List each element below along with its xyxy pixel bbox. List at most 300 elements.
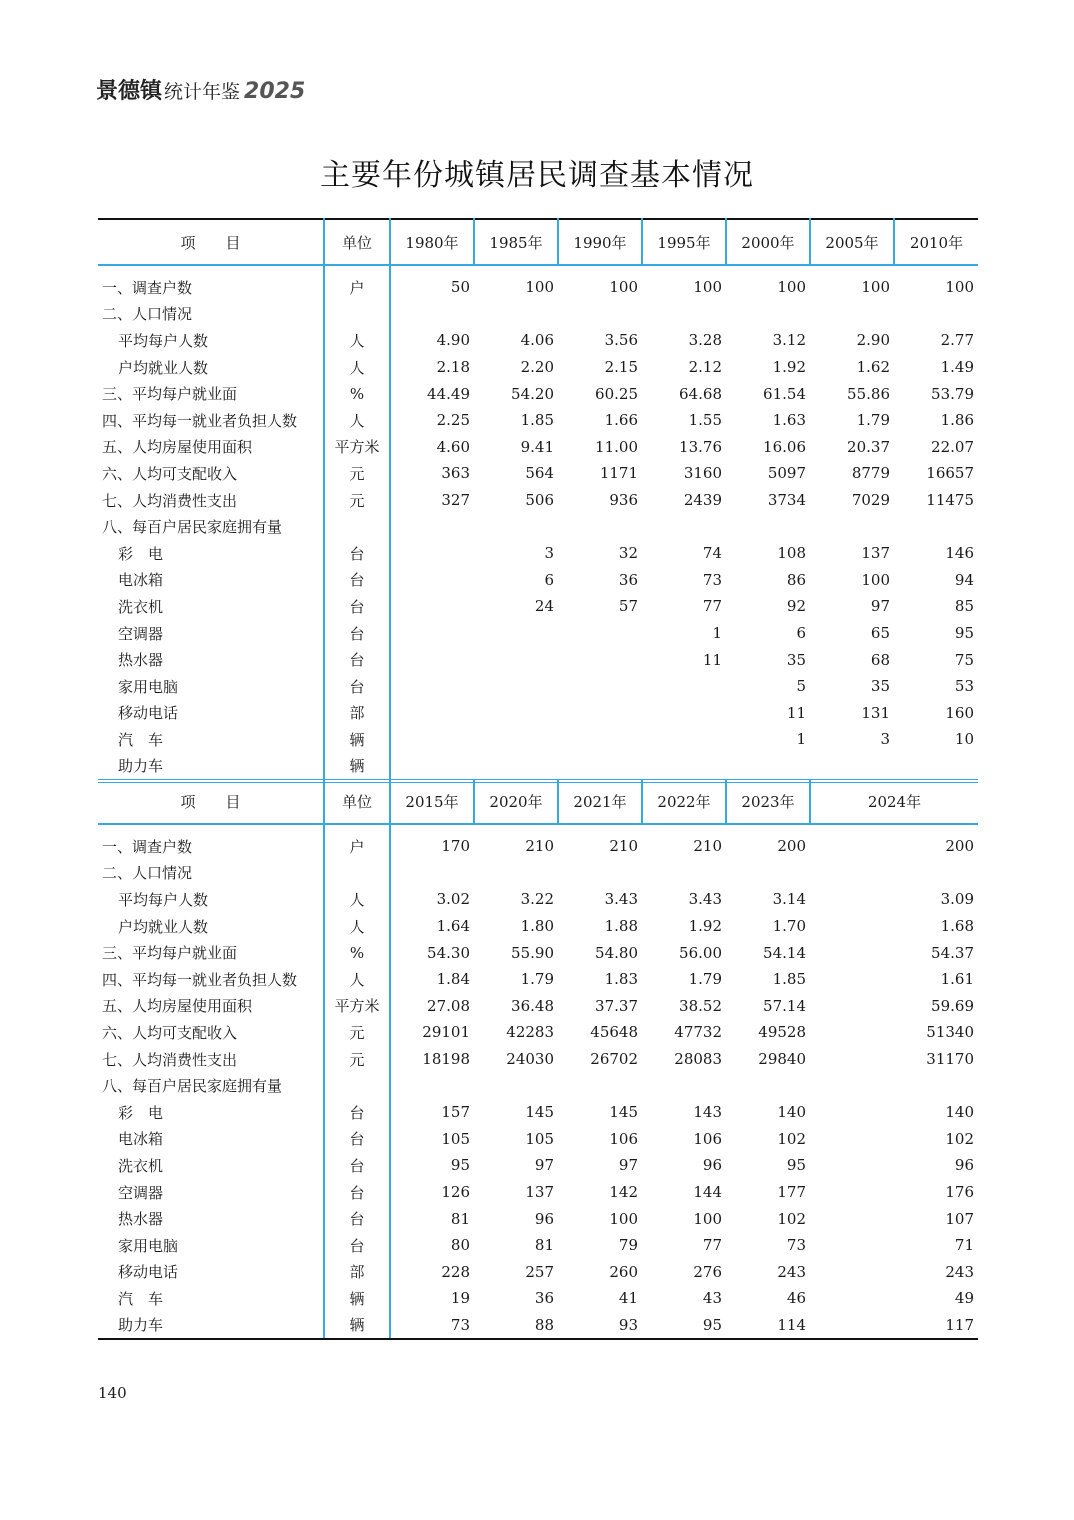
table-row bbox=[98, 407, 978, 434]
data-cell bbox=[642, 700, 726, 727]
data-cell bbox=[810, 301, 894, 328]
data-cell: 73 bbox=[702, 570, 722, 589]
data-cell: 29101 bbox=[390, 1019, 474, 1046]
table2-header-row bbox=[98, 779, 978, 824]
data-cell: 506 bbox=[525, 491, 554, 510]
data-cell: 5097 bbox=[767, 464, 806, 483]
data-cell bbox=[558, 860, 642, 887]
data-cell: 26702 bbox=[590, 1050, 638, 1069]
data-cell: 35 bbox=[870, 677, 890, 696]
data-cell: 24 bbox=[534, 597, 554, 616]
row-item-label: 空调器 bbox=[118, 624, 164, 643]
data-cell: 43 bbox=[702, 1289, 722, 1308]
data-cell: 68 bbox=[870, 650, 890, 669]
row-item-label: 四、平均每一就业者负担人数 bbox=[102, 411, 298, 430]
row-unit: 台 bbox=[324, 1099, 390, 1126]
data-cell: 31170 bbox=[926, 1050, 974, 1069]
table-row bbox=[98, 966, 978, 993]
running-head-year: 2025 bbox=[244, 79, 306, 104]
data-cell: 1.55 bbox=[688, 411, 722, 430]
data-cell: 106 bbox=[693, 1129, 722, 1148]
data-cell bbox=[474, 1072, 558, 1099]
row-item-label: 热水器 bbox=[118, 1210, 164, 1229]
data-cell: 1.85 bbox=[520, 411, 554, 430]
row-item-label: 八、每百户居民家庭拥有量 bbox=[102, 518, 283, 537]
data-cell: 200 bbox=[777, 837, 806, 856]
row-unit: 台 bbox=[324, 540, 390, 567]
row-unit: 平方米 bbox=[324, 993, 390, 1020]
data-cell: 243 bbox=[777, 1262, 806, 1281]
data-cell: 1.92 bbox=[688, 917, 722, 936]
data-cell: 1 bbox=[796, 730, 806, 749]
data-cell: 11.00 bbox=[595, 437, 638, 456]
row-item-label: 六、人均可支配收入 bbox=[102, 464, 238, 483]
row-unit: 辆 bbox=[324, 726, 390, 753]
data-cell: 102 bbox=[945, 1129, 974, 1148]
table-row bbox=[98, 1072, 978, 1099]
data-cell: 94 bbox=[954, 570, 974, 589]
data-cell: 1.62 bbox=[856, 358, 890, 377]
row-item-label: 电冰箱 bbox=[118, 1130, 164, 1149]
page-number: 140 bbox=[98, 1384, 127, 1402]
data-cell: 65 bbox=[870, 624, 890, 643]
table-row bbox=[98, 1046, 978, 1073]
data-cell: 143 bbox=[693, 1103, 722, 1122]
data-cell: 1.79 bbox=[856, 411, 890, 430]
data-cell: 2.12 bbox=[688, 358, 722, 377]
data-cell bbox=[390, 646, 474, 673]
data-cell bbox=[558, 646, 642, 673]
row-item-label: 热水器 bbox=[118, 651, 164, 670]
data-cell bbox=[390, 620, 474, 647]
row-item-label: 汽 车 bbox=[118, 1289, 164, 1308]
data-cell: 10 bbox=[954, 730, 974, 749]
table-row bbox=[98, 1285, 978, 1312]
data-cell: 100 bbox=[693, 278, 722, 297]
data-cell bbox=[894, 301, 978, 328]
table-row bbox=[98, 753, 978, 782]
data-cell bbox=[558, 726, 642, 753]
row-item-label: 助力车 bbox=[98, 1312, 324, 1340]
data-cell bbox=[810, 513, 894, 540]
data-cell bbox=[810, 753, 894, 782]
table-row bbox=[98, 993, 978, 1020]
data-cell bbox=[810, 1072, 978, 1099]
row-unit: 台 bbox=[324, 646, 390, 673]
data-cell: 3.56 bbox=[604, 331, 638, 350]
data-cell: 95 bbox=[954, 624, 974, 643]
data-cell: 1.70 bbox=[772, 917, 806, 936]
data-cell: 3.12 bbox=[772, 331, 806, 350]
data-cell: 1.84 bbox=[390, 966, 474, 993]
data-cell: 1.64 bbox=[390, 913, 474, 940]
table-row bbox=[98, 1152, 978, 1179]
data-cell: 53 bbox=[954, 677, 974, 696]
row-unit: 元 bbox=[324, 1046, 390, 1073]
data-cell: 102 bbox=[777, 1129, 806, 1148]
data-cell bbox=[726, 1072, 810, 1099]
column-header-item: 项 目 bbox=[98, 219, 324, 265]
column-header-year: 1980年 bbox=[390, 219, 474, 265]
data-cell: 1.92 bbox=[772, 358, 806, 377]
data-cell bbox=[474, 726, 558, 753]
data-cell: 27.08 bbox=[390, 993, 474, 1020]
data-cell: 29840 bbox=[758, 1050, 806, 1069]
row-item-label: 七、人均消费性支出 bbox=[102, 1050, 238, 1069]
row-item-label: 家用电脑 bbox=[118, 677, 179, 696]
table-row bbox=[98, 1099, 978, 1126]
data-cell: 105 bbox=[525, 1129, 554, 1148]
table-row bbox=[98, 513, 978, 540]
row-item-label: 三、平均每户就业面 bbox=[102, 944, 238, 963]
data-cell: 1.66 bbox=[604, 411, 638, 430]
data-cell: 2.15 bbox=[604, 358, 638, 377]
table-row bbox=[98, 1205, 978, 1232]
spacer-row bbox=[98, 265, 978, 274]
data-cell: 22.07 bbox=[931, 437, 974, 456]
row-unit bbox=[324, 860, 390, 887]
row-unit: % bbox=[324, 939, 390, 966]
row-unit: 元 bbox=[324, 460, 390, 487]
row-item-label: 一、调查户数 bbox=[102, 837, 193, 856]
table-row bbox=[98, 886, 978, 913]
row-item-label: 二、人口情况 bbox=[102, 305, 193, 324]
data-cell: 88 bbox=[474, 1312, 558, 1340]
data-cell: 18198 bbox=[390, 1046, 474, 1073]
data-cell bbox=[894, 513, 978, 540]
data-cell: 100 bbox=[609, 278, 638, 297]
data-cell: 59.69 bbox=[931, 996, 974, 1015]
data-cell: 117 bbox=[810, 1312, 978, 1340]
data-cell: 51340 bbox=[926, 1023, 974, 1042]
data-cell bbox=[390, 726, 474, 753]
data-cell: 41 bbox=[618, 1289, 638, 1308]
row-unit: 台 bbox=[324, 1126, 390, 1153]
data-cell: 1.49 bbox=[940, 358, 974, 377]
data-cell: 1.79 bbox=[520, 970, 554, 989]
row-item-label: 户均就业人数 bbox=[118, 358, 209, 377]
row-item-label: 八、每百户居民家庭拥有量 bbox=[102, 1077, 283, 1096]
table-row bbox=[98, 327, 978, 354]
data-cell bbox=[726, 753, 810, 782]
data-cell: 32 bbox=[618, 544, 638, 563]
data-cell: 79 bbox=[618, 1236, 638, 1255]
data-cell bbox=[474, 860, 558, 887]
table-row bbox=[98, 460, 978, 487]
data-cell: 137 bbox=[861, 544, 890, 563]
data-cell: 3.28 bbox=[688, 331, 722, 350]
data-cell: 77 bbox=[702, 1236, 722, 1255]
data-cell: 95 bbox=[390, 1152, 474, 1179]
data-cell: 2.20 bbox=[520, 358, 554, 377]
data-cell: 3 bbox=[544, 544, 554, 563]
data-cell: 36 bbox=[534, 1289, 554, 1308]
data-cell: 131 bbox=[861, 703, 890, 722]
data-cell: 53.79 bbox=[931, 384, 974, 403]
data-cell: 44.49 bbox=[390, 380, 474, 407]
data-cell: 19 bbox=[390, 1285, 474, 1312]
data-cell bbox=[642, 1072, 726, 1099]
data-cell bbox=[390, 700, 474, 727]
data-cell: 137 bbox=[525, 1183, 554, 1202]
data-cell bbox=[558, 301, 642, 328]
row-unit: 平方米 bbox=[324, 434, 390, 461]
page-title: 主要年份城镇居民调查基本情况 bbox=[320, 158, 754, 193]
row-unit: 人 bbox=[324, 966, 390, 993]
data-cell bbox=[642, 753, 726, 782]
data-cell: 49 bbox=[954, 1289, 974, 1308]
data-cell: 8779 bbox=[851, 464, 890, 483]
table-row bbox=[98, 1019, 978, 1046]
data-cell: 1.61 bbox=[940, 970, 974, 989]
data-cell: 126 bbox=[390, 1179, 474, 1206]
table-row bbox=[98, 354, 978, 381]
data-cell: 81 bbox=[390, 1205, 474, 1232]
row-unit: 台 bbox=[324, 1152, 390, 1179]
data-cell: 1.68 bbox=[940, 917, 974, 936]
row-unit: 台 bbox=[324, 1179, 390, 1206]
data-cell: 95 bbox=[642, 1312, 726, 1340]
data-cell: 257 bbox=[525, 1262, 554, 1281]
data-cell: 3 bbox=[880, 730, 890, 749]
data-cell: 105 bbox=[390, 1126, 474, 1153]
row-unit: 人 bbox=[324, 327, 390, 354]
data-cell: 1171 bbox=[599, 464, 638, 483]
data-cell: 37.37 bbox=[595, 996, 638, 1015]
spacer-row bbox=[98, 824, 978, 833]
column-header-year: 2015年 bbox=[390, 779, 474, 824]
table-row bbox=[98, 593, 978, 620]
row-item-label: 七、人均消费性支出 bbox=[102, 491, 238, 510]
data-cell: 3.09 bbox=[940, 890, 974, 909]
data-cell: 86 bbox=[786, 570, 806, 589]
row-unit: 台 bbox=[324, 1205, 390, 1232]
data-cell: 73 bbox=[786, 1236, 806, 1255]
row-unit: 部 bbox=[324, 1259, 390, 1286]
data-cell: 327 bbox=[390, 487, 474, 514]
row-unit: 台 bbox=[324, 1232, 390, 1259]
table-row bbox=[98, 700, 978, 727]
row-item-label: 空调器 bbox=[118, 1183, 164, 1202]
column-header-year: 2023年 bbox=[726, 779, 810, 824]
data-cell: 100 bbox=[525, 278, 554, 297]
data-cell: 3734 bbox=[767, 491, 806, 510]
data-cell: 243 bbox=[945, 1262, 974, 1281]
column-header-year: 2010年 bbox=[894, 219, 978, 265]
row-item-label: 移动电话 bbox=[118, 704, 179, 723]
running-head bbox=[96, 74, 305, 104]
data-cell: 46 bbox=[786, 1289, 806, 1308]
table-row bbox=[98, 1312, 978, 1340]
table-row bbox=[98, 274, 978, 301]
data-cell bbox=[390, 567, 474, 594]
row-unit bbox=[324, 1072, 390, 1099]
column-header-unit: 单位 bbox=[324, 219, 390, 265]
data-cell: 114 bbox=[726, 1312, 810, 1340]
row-unit: 人 bbox=[324, 407, 390, 434]
row-item-label: 五、人均房屋使用面积 bbox=[102, 997, 253, 1016]
row-item-label: 彩 电 bbox=[118, 1103, 164, 1122]
data-cell: 160 bbox=[945, 703, 974, 722]
data-cell bbox=[390, 593, 474, 620]
data-cell: 16657 bbox=[926, 464, 974, 483]
data-cell bbox=[810, 860, 978, 887]
data-cell: 1.83 bbox=[604, 970, 638, 989]
data-cell: 1.80 bbox=[520, 917, 554, 936]
data-cell: 107 bbox=[945, 1209, 974, 1228]
row-unit: 人 bbox=[324, 886, 390, 913]
row-unit: % bbox=[324, 380, 390, 407]
column-header-year: 1990年 bbox=[558, 219, 642, 265]
data-cell: 54.37 bbox=[931, 943, 974, 962]
data-cell: 97 bbox=[618, 1156, 638, 1175]
data-cell: 96 bbox=[954, 1156, 974, 1175]
data-cell: 228 bbox=[390, 1259, 474, 1286]
data-cell bbox=[474, 301, 558, 328]
table-row bbox=[98, 1232, 978, 1259]
row-item-label: 电冰箱 bbox=[118, 571, 164, 590]
data-cell: 93 bbox=[558, 1312, 642, 1340]
data-cell: 100 bbox=[861, 278, 890, 297]
table-row bbox=[98, 540, 978, 567]
data-cell: 54.14 bbox=[763, 943, 806, 962]
data-cell bbox=[894, 753, 978, 782]
data-cell: 96 bbox=[534, 1209, 554, 1228]
row-unit: 台 bbox=[324, 567, 390, 594]
row-unit: 台 bbox=[324, 673, 390, 700]
data-cell: 936 bbox=[609, 491, 638, 510]
data-cell: 102 bbox=[777, 1209, 806, 1228]
data-cell bbox=[558, 753, 642, 782]
data-cell: 1.79 bbox=[688, 970, 722, 989]
data-cell: 157 bbox=[390, 1099, 474, 1126]
data-cell bbox=[558, 1072, 642, 1099]
row-unit: 人 bbox=[324, 913, 390, 940]
table-row bbox=[98, 726, 978, 753]
running-head-city: 景德镇 bbox=[96, 79, 163, 104]
row-item-label: 移动电话 bbox=[118, 1263, 179, 1282]
column-header-year: 2005年 bbox=[810, 219, 894, 265]
data-cell bbox=[558, 620, 642, 647]
data-cell: 2.90 bbox=[856, 331, 890, 350]
row-item-label: 二、人口情况 bbox=[102, 864, 193, 883]
data-cell: 2.77 bbox=[940, 331, 974, 350]
data-cell: 200 bbox=[945, 837, 974, 856]
data-cell: 100 bbox=[693, 1209, 722, 1228]
data-cell bbox=[642, 513, 726, 540]
row-unit: 部 bbox=[324, 700, 390, 727]
data-cell: 64.68 bbox=[679, 384, 722, 403]
data-cell: 36 bbox=[618, 570, 638, 589]
data-cell: 144 bbox=[693, 1183, 722, 1202]
column-header-item: 项 目 bbox=[98, 779, 324, 824]
data-cell: 108 bbox=[777, 544, 806, 563]
data-cell: 50 bbox=[390, 274, 474, 301]
data-cell bbox=[642, 860, 726, 887]
row-unit bbox=[324, 513, 390, 540]
data-cell bbox=[726, 301, 810, 328]
data-cell: 56.00 bbox=[679, 943, 722, 962]
data-cell: 260 bbox=[609, 1262, 638, 1281]
data-cell: 97 bbox=[534, 1156, 554, 1175]
data-cell bbox=[558, 700, 642, 727]
data-cell: 176 bbox=[945, 1183, 974, 1202]
row-item-label: 四、平均每一就业者负担人数 bbox=[102, 970, 298, 989]
table-row bbox=[98, 620, 978, 647]
data-cell: 24030 bbox=[506, 1050, 554, 1069]
data-cell: 4.06 bbox=[520, 331, 554, 350]
data-cell: 100 bbox=[777, 278, 806, 297]
data-cell: 3.43 bbox=[604, 890, 638, 909]
data-cell: 4.90 bbox=[390, 327, 474, 354]
data-cell: 100 bbox=[945, 278, 974, 297]
row-unit: 户 bbox=[324, 833, 390, 860]
data-cell: 36.48 bbox=[511, 996, 554, 1015]
column-header-year: 2022年 bbox=[642, 779, 726, 824]
data-cell: 60.25 bbox=[595, 384, 638, 403]
row-item-label: 一、调查户数 bbox=[102, 278, 193, 297]
row-item-label: 平均每户人数 bbox=[118, 890, 209, 909]
row-unit: 辆 bbox=[324, 1312, 390, 1340]
data-cell: 7029 bbox=[851, 491, 890, 510]
data-cell: 16.06 bbox=[763, 437, 806, 456]
data-cell bbox=[558, 513, 642, 540]
data-cell: 210 bbox=[693, 837, 722, 856]
data-cell: 1.86 bbox=[940, 411, 974, 430]
column-header-year: 1995年 bbox=[642, 219, 726, 265]
table-row bbox=[98, 1126, 978, 1153]
data-cell: 100 bbox=[609, 1209, 638, 1228]
row-unit: 台 bbox=[324, 593, 390, 620]
data-cell: 6 bbox=[796, 624, 806, 643]
data-cell: 3.02 bbox=[390, 886, 474, 913]
row-unit: 元 bbox=[324, 1019, 390, 1046]
table-row bbox=[98, 833, 978, 860]
data-cell: 35 bbox=[786, 650, 806, 669]
row-item-label: 助力车 bbox=[98, 753, 324, 782]
data-cell: 95 bbox=[786, 1156, 806, 1175]
data-cell: 81 bbox=[534, 1236, 554, 1255]
data-cell bbox=[642, 726, 726, 753]
table1-header-row bbox=[98, 219, 978, 265]
data-cell: 85 bbox=[954, 597, 974, 616]
table-row bbox=[98, 1179, 978, 1206]
row-unit: 元 bbox=[324, 487, 390, 514]
table-row bbox=[98, 673, 978, 700]
data-cell: 140 bbox=[777, 1103, 806, 1122]
data-cell: 45648 bbox=[590, 1023, 638, 1042]
data-cell bbox=[474, 646, 558, 673]
row-item-label: 汽 车 bbox=[118, 730, 164, 749]
data-cell: 28083 bbox=[674, 1050, 722, 1069]
data-cell: 3.43 bbox=[688, 890, 722, 909]
column-header-year: 1985年 bbox=[474, 219, 558, 265]
data-cell: 1.63 bbox=[772, 411, 806, 430]
data-cell bbox=[642, 673, 726, 700]
data-cell bbox=[726, 860, 810, 887]
stats-table-1 bbox=[98, 218, 978, 783]
data-cell: 54.20 bbox=[511, 384, 554, 403]
data-cell: 42283 bbox=[506, 1023, 554, 1042]
data-cell: 2439 bbox=[683, 491, 722, 510]
data-cell bbox=[390, 301, 474, 328]
data-cell: 6 bbox=[544, 570, 554, 589]
table-row bbox=[98, 380, 978, 407]
table-row bbox=[98, 646, 978, 673]
data-cell: 61.54 bbox=[763, 384, 806, 403]
data-cell: 13.76 bbox=[679, 437, 722, 456]
data-cell: 4.60 bbox=[390, 434, 474, 461]
